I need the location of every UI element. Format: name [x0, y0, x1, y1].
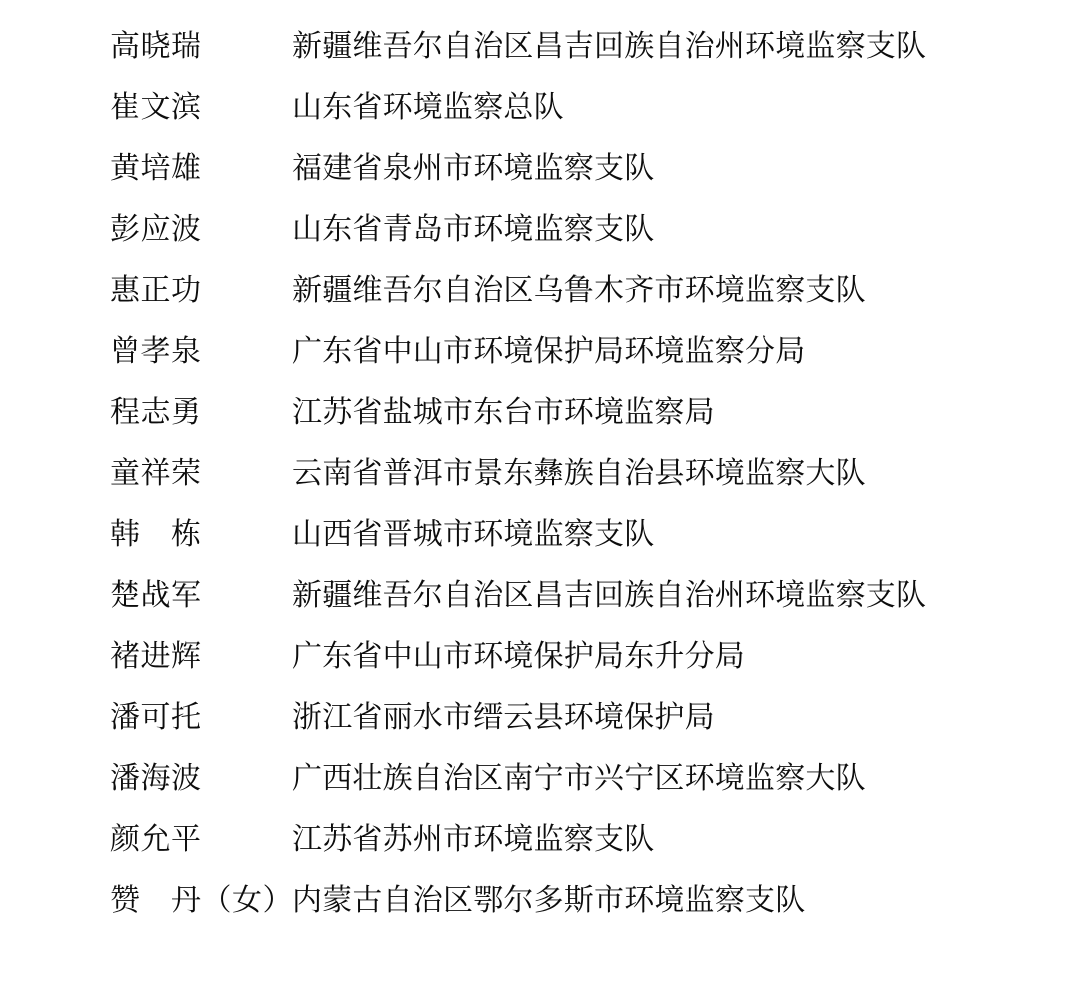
- person-name: 潘海波: [110, 761, 202, 796]
- list-item: [30, 882, 1050, 943]
- list-item: [30, 699, 1050, 760]
- person-name: 曾孝泉: [110, 334, 202, 369]
- person-organization: 江苏省苏州市环境监察支队: [292, 822, 655, 857]
- person-organization: 广东省中山市环境保护局环境监察分局: [292, 334, 806, 369]
- person-organization: 山东省青岛市环境监察支队: [292, 212, 655, 247]
- person-organization: 内蒙古自治区鄂尔多斯市环境监察支队: [292, 883, 806, 918]
- person-organization: 福建省泉州市环境监察支队: [292, 151, 655, 186]
- person-organization: 浙江省丽水市缙云县环境保护局: [292, 700, 715, 735]
- list-item: [30, 760, 1050, 821]
- person-organization: 江苏省盐城市东台市环境监察局: [292, 395, 715, 430]
- list-item: [30, 821, 1050, 882]
- person-name: 褚进辉: [110, 639, 202, 674]
- list-item: [30, 333, 1050, 394]
- list-item: [30, 89, 1050, 150]
- person-name: 惠正功: [110, 273, 202, 308]
- person-name: 赞 丹（女）: [110, 883, 293, 918]
- person-organization: 山东省环境监察总队: [292, 90, 564, 125]
- list-item: [30, 577, 1050, 638]
- list-item: [30, 28, 1050, 89]
- list-item: [30, 516, 1050, 577]
- person-name: 韩 栋: [110, 517, 202, 552]
- person-name: 程志勇: [110, 395, 202, 430]
- list-item: [30, 455, 1050, 516]
- person-organization: 广西壮族自治区南宁市兴宁区环境监察大队: [292, 761, 866, 796]
- person-name: 高晓瑞: [110, 29, 202, 64]
- person-name: 童祥荣: [110, 456, 202, 491]
- person-organization: 新疆维吾尔自治区昌吉回族自治州环境监察支队: [292, 29, 927, 64]
- person-name: 彭应波: [110, 212, 202, 247]
- person-name: 黄培雄: [110, 151, 202, 186]
- person-organization: 山西省晋城市环境监察支队: [292, 517, 655, 552]
- list-item: [30, 211, 1050, 272]
- person-name: 楚战军: [110, 578, 202, 613]
- person-name: 崔文滨: [110, 90, 202, 125]
- list-item: [30, 394, 1050, 455]
- person-organization: 新疆维吾尔自治区昌吉回族自治州环境监察支队: [292, 578, 927, 613]
- list-item: [30, 150, 1050, 211]
- person-name: 潘可托: [110, 700, 202, 735]
- person-organization: 广东省中山市环境保护局东升分局: [292, 639, 745, 674]
- list-item: [30, 272, 1050, 333]
- person-name: 颜允平: [110, 822, 202, 857]
- person-organization: 云南省普洱市景东彝族自治县环境监察大队: [292, 456, 866, 491]
- roster-list: [30, 28, 1050, 943]
- list-item: [30, 638, 1050, 699]
- person-organization: 新疆维吾尔自治区乌鲁木齐市环境监察支队: [292, 273, 866, 308]
